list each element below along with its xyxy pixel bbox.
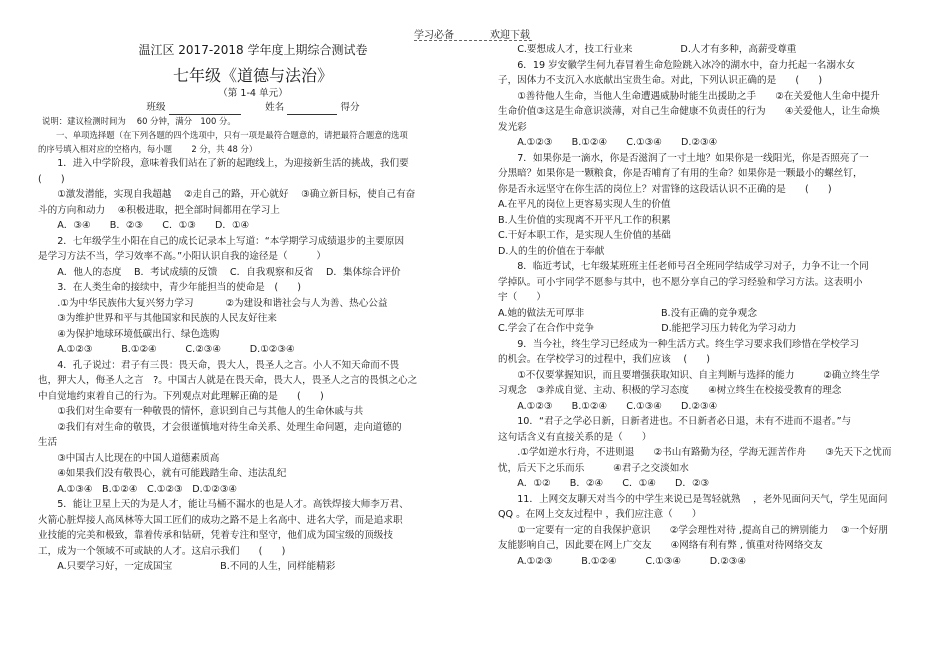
question-4-cont-1: 也，狎大人，侮圣人之言 ?。中国古人就是在畏天命，畏大人，畏圣人之言的畏惧之心之 [38,375,418,386]
question-5-cont-3: 工，成为一个领域不可或缺的人才。这启示我们 ( ) [38,545,286,557]
question-4-statement-2: ②我们有对生命的敬畏，才会很谨慎地对待生命关系、处理生命问题，走向道德的 [57,421,402,433]
question-7-option-b: B.人生价值的实现离不开平凡工作的积累 [498,214,671,226]
info-fields [28,100,478,115]
left-column [38,42,478,575]
question-2-cont: 是学习方法不当，学习效率不高。”小阳认识自我的途径是（ ） [38,251,326,262]
section-heading: 一、单项选择题（在下列各题的四个选项中，只有一项是最符合题意的，请把最符合题意的选项 [56,130,408,140]
question-4-statement-4: ④如果我们没有敬畏心，就有可能践踏生命、违法乱纪 [57,468,287,479]
question-8-options-ab: A.她的做法无可厚非 B.没有正确的竞争观念 [498,307,757,319]
question-11-options: A.①②③ B.①②④ C.①③④ D.②③④ [517,555,746,567]
question-1-bracket: ( ) [38,173,65,185]
question-5: 5．能让卫星上天的为是人才，能让马桶不漏水的也是人才。高铁焊接大师李万君、 [57,499,409,510]
question-5-options-ab: A.只要学习好，一定成国宝 B.不同的人生，同样能精彩 [57,561,336,572]
question-3-statement-1: .①为中华民族伟大复兴努力学习 ②为建设和谐社会与人为善、热心公益 [57,297,388,309]
exam-unit: （第 1-4 单元） [218,88,288,99]
question-9-cont: 的机会。在学校学习的过程中，我们应该 ( ) [498,354,711,365]
question-10: 10．“君子之学必日新，日新者进也。不日新者必日退，未有不进而不退者。”与 [517,416,852,427]
question-9: 9．当今社，终生学习已经成为一种生活方式。终生学习要求我们珍惜在学校学习 [517,338,860,350]
class-label: 班级 [146,102,166,113]
question-11-cont: QQ 。在网上交友过程中 ，我们应注意（ ） [498,509,702,520]
question-10-cont: 这句话含义有直接关系的是（ ） [498,431,652,443]
page-header [0,4,950,41]
question-9-options: A.①②③ B.①②④ C.①③④ D.②③④ [517,400,718,412]
question-1-statements-cont: 斗的方向和动力 ④积极进取，把全部时间都用在学习上 [38,204,280,216]
question-7-cont-1: 分黑暗？如果你是一颗粮食，你是否哺育了有用的生命？如果你是一颗最小的螺丝钉， [498,168,863,179]
question-3-options: A.①②③ B.①②④ C.②③④ D.①②③④ [57,344,295,355]
right-column [498,42,938,569]
question-3: 3．在人类生命的接续中，青少年能担当的使命是 ( ) [57,282,302,293]
question-3-statement-4: ④为保护地球环境低碳出行、绿色选购 [57,328,220,340]
question-3-statement-3: ③为维护世界和平与其他国家和民族的人民友好往来 [57,313,277,324]
question-6-statements: ①善待他人生命，当他人生命遭遇威胁时能生出援助之手 ②在关爱他人生命中提升 [517,90,880,102]
question-4-cont-2: 中自觉地约束着自己的行为。下列观点对此理解正确的是 ( ) [38,390,324,402]
section-heading-cont: 的序号填入相对应的空格内，每小题 2 分，共 48 分） [38,144,258,154]
question-10-statements-cont: 忧，后天下之乐而乐 ④君子之交淡如水 [498,462,689,474]
question-1-statements: ①激发潜能，实现自我超越 ②走自己的路，开心就好 ③确立新目标，使自己有奋 [57,189,416,200]
question-5-cont-2: 业技能的完美和极致，靠着传承和钻研，凭着专注和坚守，他们成为国宝级的顶级技 [38,530,393,541]
question-6: 6．19 岁安徽学生何九春冒着生命危险跳入冰冷的湖水中，奋力托起一名溺水女 [517,59,856,71]
question-8-cont-1: 学掉队。可小宇同学不愿参与其中，也不愿分享自己的学习经验和学习方法。这表明小 [498,276,863,288]
question-4: 4．孔子说过：君子有三畏：畏天命，畏大人，畏圣人之言。小人不知天命而不畏 [57,359,400,371]
question-7-option-a: A.在平凡的岗位上更容易实现人生的价值 [498,199,671,210]
question-7: 7．如果你是一滴水，你是否滋润了一寸土地？如果你是一线阳光，你是否照亮了一 [517,152,869,164]
exam-title: 温江区 2017-2018 学年度上期综合测试卷 [138,43,368,57]
exam-subject: 七年级《道德与法治》 [172,66,333,85]
question-8-cont-2: 宇（ ） [498,292,546,303]
question-8-options-cd: C.学会了在合作中竞争 D.能把学习压力转化为学习动力 [498,323,797,334]
question-4-options: A.①③④ B.①②④ C.①②③ D.①②③④ [57,483,238,495]
question-11-statements: ①一定要有一定的自我保护意识 ②学会理性对待 ,提高自己的辨别能力 ③一个好朋 [517,524,888,536]
question-4-statement-1: ①我们对生命要有一种敬畏的情怀，意识到自己与其他人的生命休戚与共 [57,406,364,417]
question-7-option-d: D.人的生的价值在于奉献 [498,245,605,257]
question-2: 2．七年级学生小阳在自己的成长记录本上写道：“本学期学习成绩退步的主要原因 [57,235,405,247]
question-7-cont-2: 你是否永远坚守在你生活的岗位上？对雷锋的这段话认识不正确的是 ( ) [498,183,832,195]
question-10-statements: .①学如逆水行舟，不进则退 ②书山有路勤为径，学海无涯苦作舟 ③先天下之忧而 [517,447,892,458]
header-right-text: 欢迎下载 [490,30,530,41]
question-11-statements-cont: 友能影响自己，因此要在网上广交友 ④网络有利有弊 , 慎重对待网络交友 [498,540,823,551]
question-9-statements: ①不仅要掌握知识，而且要增强获取知识、自主判断与选择的能力 ②确立终生学 [517,369,880,381]
question-6-options: A.①②③ B.①②④ C.①③④ D.②③④ [517,137,718,148]
name-field[interactable] [287,102,337,115]
header-divider [414,40,532,41]
question-4-statement-3: ③中国古人比现在的中国人道德素质高 [57,452,220,464]
question-6-cont: 子，因体力不支沉入水底献出宝贵生命。对此，下列认识正确的是 ( ) [498,75,823,86]
class-field[interactable] [169,102,241,115]
question-6-statements-cont: 生命价值③这是生命意识淡薄，对自己生命健康不负责任的行为 ④关爱他人，让生命焕 [498,106,880,117]
question-1-options: A．③④ B．②③ C．①③ D．①④ [57,220,250,231]
question-2-options: A．他人的态度 B．考试成绩的反馈 C．自我观察和反省 D．集体综合评价 [57,266,401,278]
question-5-options-cd: C.要想成人才，技工行业来 D.人才有多种，高薪受尊重 [517,44,797,55]
question-6-statements-cont-2: 发光彩 [498,121,527,133]
question-9-statements-cont: 习观念 ③养成自觉、主动、积极的学习态度 ④树立终生在校接受教育的理念 [498,385,842,396]
question-7-option-c: C.干好本职工作，是实现人生价值的基础 [498,230,671,241]
score-label: 得分 [340,102,360,113]
question-1: 1．进入中学阶段，意味着我们站在了新的起跑线上，为迎接新生活的挑战，我们要 [57,158,409,169]
header-left-text: 学习必备 [414,30,454,41]
question-11: 11．上网交友聊天对当今的中学生来说已是驾轻就熟 ，老外见面问天气，学生见面问 [517,493,888,505]
question-8: 8．临近考试，七年级某班班主任老师号召全班同学结成学习对子，力争不让一个同 [517,261,869,272]
exam-note: 说明：建议检测时间为 60 分钟，满分 100 分。 [42,116,236,126]
question-4-statement-2-cont: 生活 [38,437,58,448]
name-label: 姓名 [265,102,285,113]
question-10-options: A．①② B．②④ C．①④ D．②③ [517,478,710,489]
question-5-cont-1: 火箭心脏焊接人高凤林等大国工匠们的成功之路不是上名高中、进名大学，而是追求职 [38,514,403,526]
